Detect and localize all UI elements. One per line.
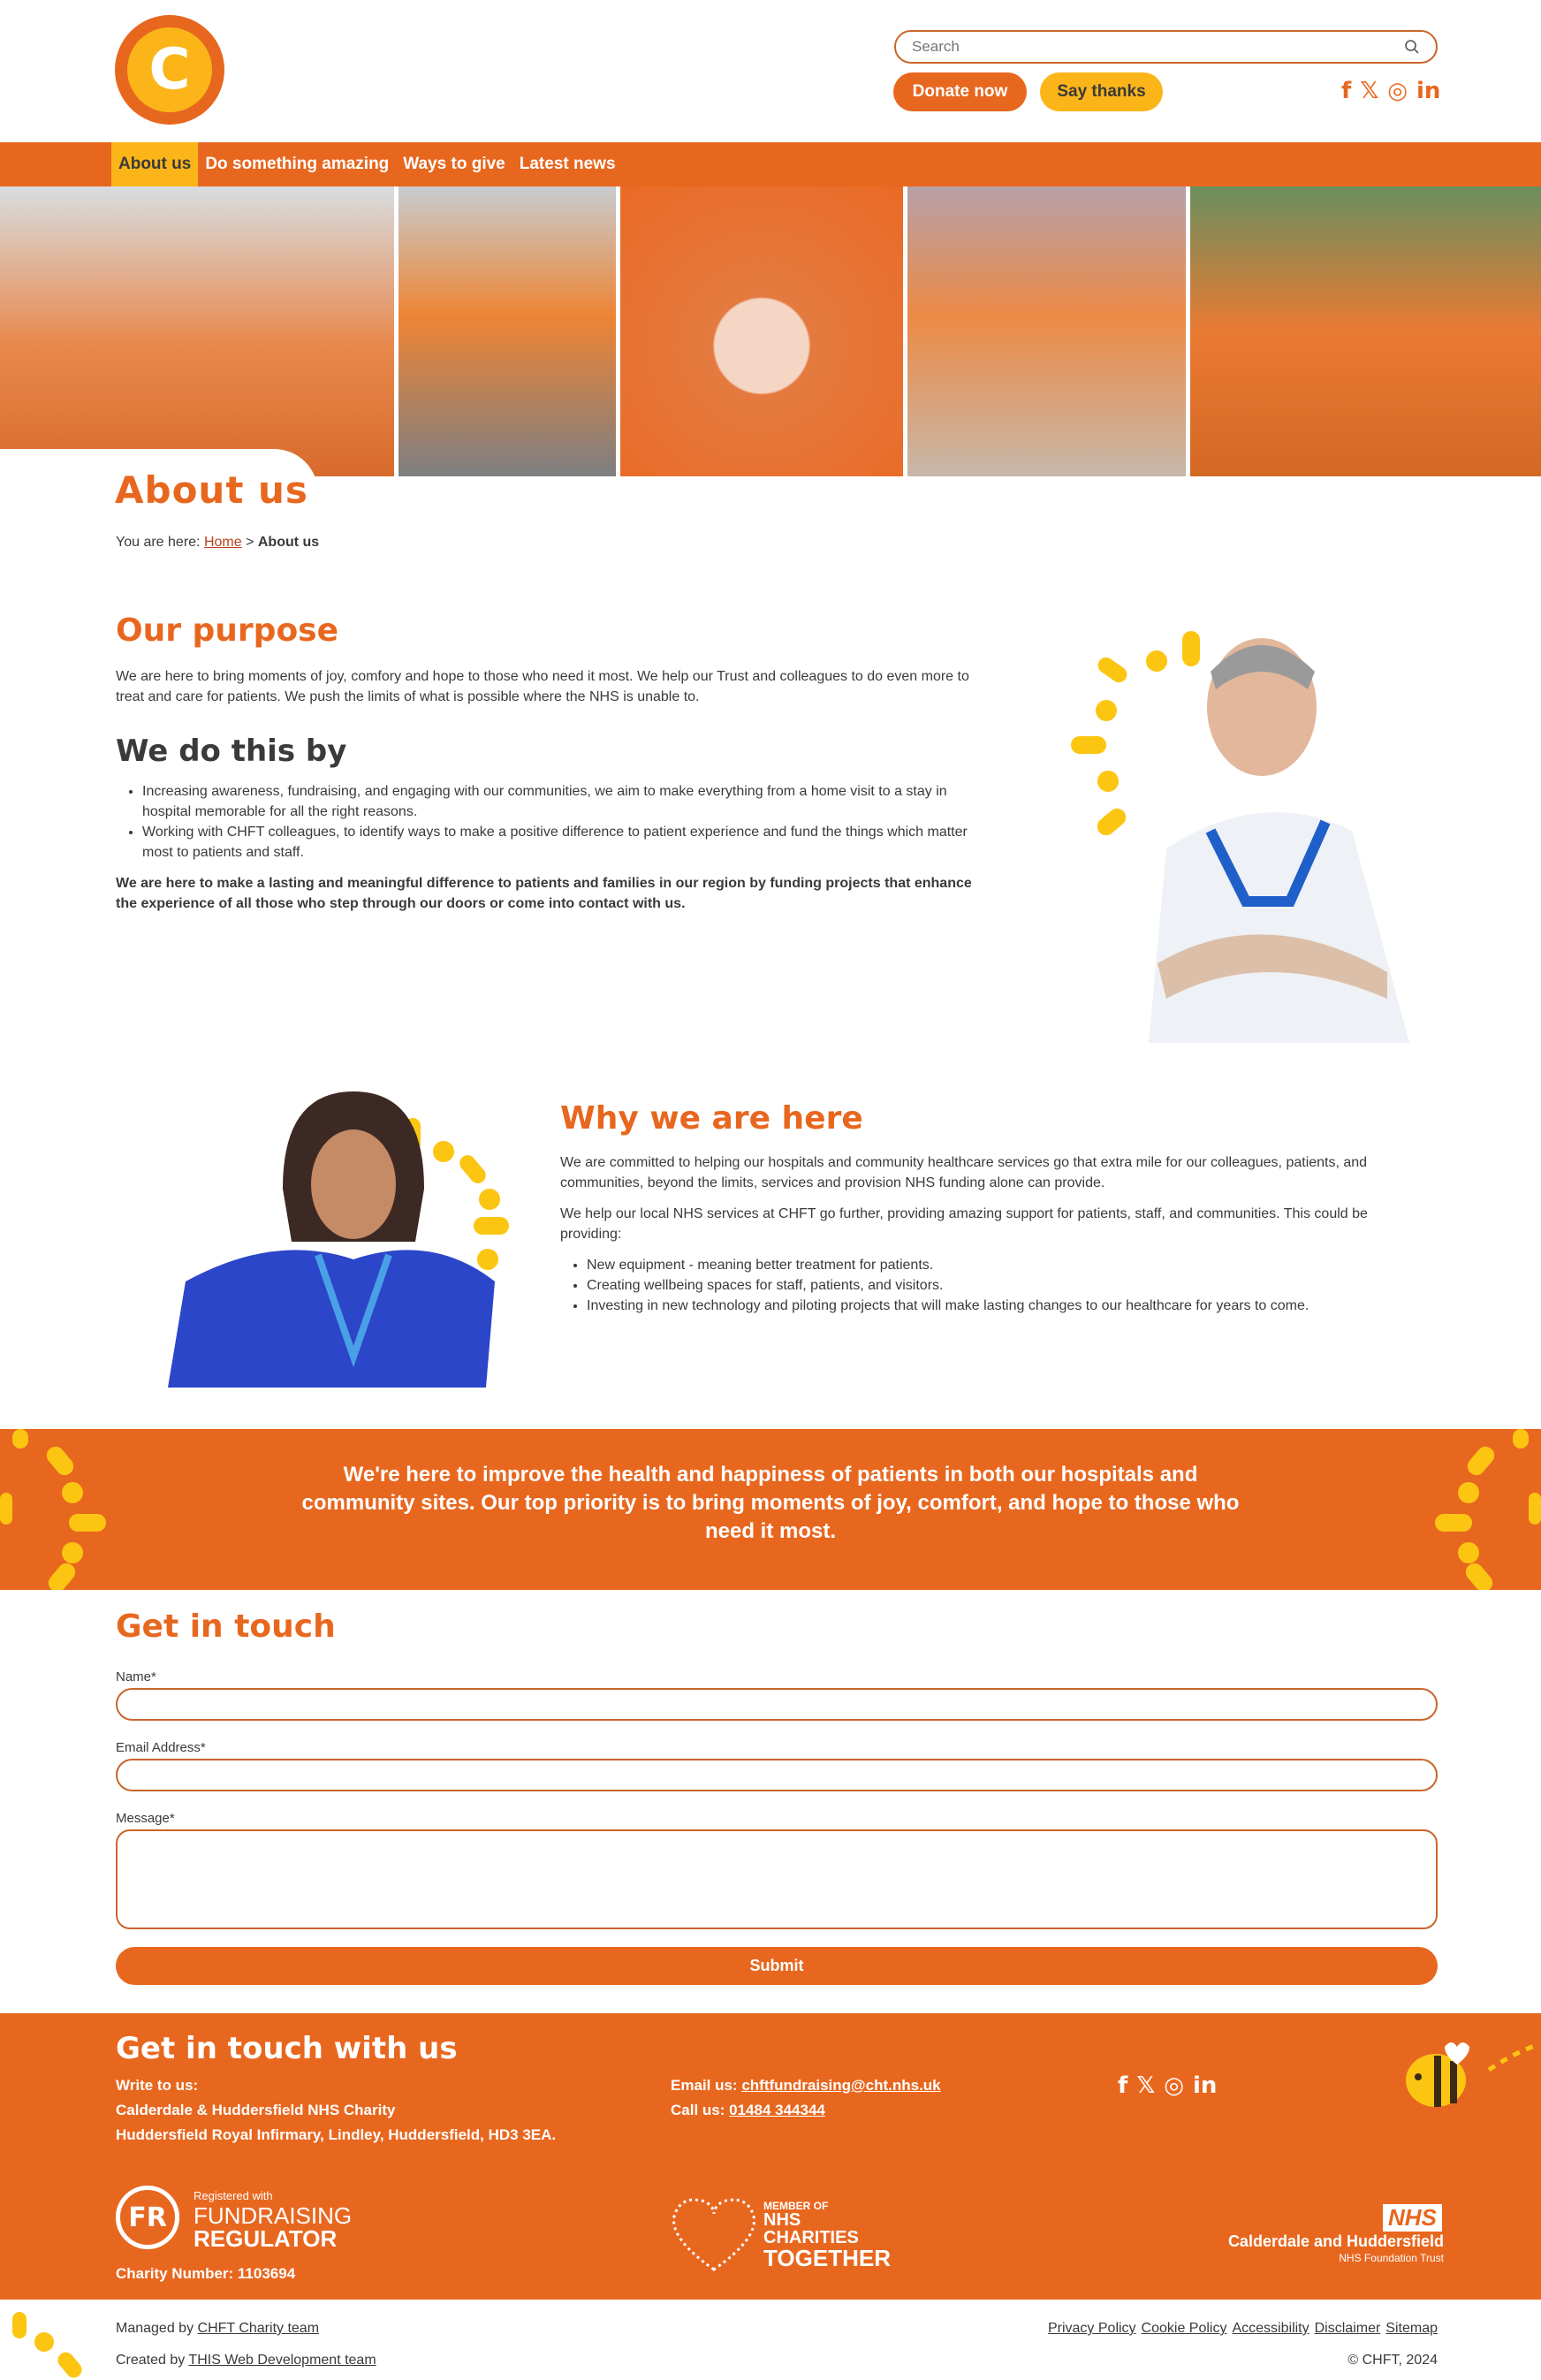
member-big-text-2: TOGETHER (763, 2245, 891, 2271)
header-social-links (1341, 79, 1440, 103)
disclaimer-link[interactable]: Disclaimer (1314, 2321, 1381, 2336)
search-icon[interactable] (1404, 39, 1420, 55)
nhs-logo-badge: NHS (1383, 2204, 1442, 2232)
name-field[interactable] (116, 1688, 1438, 1721)
facebook-icon[interactable]: f (1341, 78, 1352, 104)
footer-social-links (1118, 2073, 1217, 2098)
purpose-heading: Our purpose (116, 612, 339, 649)
site-header (0, 0, 1541, 142)
member-small-text: MEMBER OF (763, 2200, 829, 2212)
purpose-list (116, 781, 982, 863)
list-item: • Increasing awareness, fundraising, and engaging with our communities, we aim to make everything from a home visit to a stay in hospital memorable for all the right reasons. (142, 781, 982, 822)
breadcrumb-home-link[interactable]: Home (203, 535, 242, 550)
nav-do-something-amazing[interactable]: Do something amazing (205, 155, 390, 173)
list-item: • Investing in new technology and piloting projects that will make lasting changes to our healthcare for years to come. (587, 1296, 1413, 1316)
cookie-policy-link[interactable]: Cookie Policy (1141, 2321, 1227, 2336)
say-thanks-button[interactable]: Say thanks (1040, 72, 1163, 111)
member-big-text-1: CHARITIES (763, 2228, 859, 2247)
breadcrumb-current: About us (257, 535, 320, 550)
footer-address (116, 2073, 556, 2148)
decorative-sun-bottom (0, 2307, 97, 2380)
list-item: • Creating wellbeing spaces for staff, patients, and visitors. (587, 1275, 1413, 1296)
list-item: • New equipment - meaning better treatment for patients. (587, 1255, 1413, 1275)
why-paragraph-1: We are committed to helping our hospitals and community healthcare services go that extra mile for our colleagues, patients, and communities, beyond the limits, services and provision NHS funding alone can provide. (560, 1155, 1368, 1190)
privacy-policy-link[interactable]: Privacy Policy (1047, 2321, 1136, 2336)
why-paragraph-2: We help our local NHS services at CHFT go further, providing amazing support for patients, staff, and communities. This could be providing: (560, 1206, 1368, 1242)
purpose-text: We are here to bring moments of joy, comfory and hope to those who need it most. We help our Trust and colleagues to do even more to treat and care for patients. We push the limits of what is possible where the NHS is unable to. (116, 669, 969, 704)
call-label: Call us: (671, 2102, 725, 2118)
footer-contact (671, 2073, 941, 2123)
we-do-this-heading: We do this by (116, 734, 347, 769)
legal-links (1048, 2321, 1438, 2337)
submit-button[interactable]: Submit (116, 1947, 1438, 1985)
managed-prefix: Managed by (116, 2321, 194, 2336)
purpose-section (116, 612, 982, 914)
bottom-bar (0, 2300, 1541, 2380)
hero-photo-strip (0, 186, 1541, 476)
nav-ways-to-give[interactable]: Ways to give (403, 155, 505, 173)
why-list (560, 1255, 1413, 1316)
fr-small-text: Registered with (194, 2189, 273, 2202)
mission-quote-band (0, 1429, 1541, 1590)
list-item: • Working with CHFT colleagues, to identify ways to make a positive difference to patient experience and fund the things which matter most to patients and staff. (142, 822, 982, 863)
email-link[interactable]: chftfundraising@cht.nhs.uk (741, 2077, 941, 2094)
phone-link[interactable]: 01484 344344 (729, 2102, 825, 2118)
linkedin-icon[interactable]: in (1416, 78, 1441, 104)
staff-portrait-man (1069, 610, 1423, 1043)
nhs-trust-name: Calderdale and Huddersfield (1227, 2232, 1444, 2250)
fr-big-text-1: FUNDRAISING (194, 2202, 353, 2229)
created-by-link[interactable]: THIS Web Development team (188, 2353, 376, 2368)
form-heading: Get in touch (116, 1608, 336, 1645)
search-bar[interactable] (894, 30, 1438, 64)
contact-form (116, 1608, 1438, 1985)
breadcrumb-separator: > (246, 535, 254, 550)
nhs-charities-heart-icon (670, 2194, 758, 2274)
email-label: Email Address* (116, 1740, 206, 1755)
decorative-sun-left (0, 1429, 115, 1590)
linkedin-icon[interactable]: in (1192, 2072, 1218, 2099)
member-nhs-text: NHS (763, 2210, 801, 2230)
managed-by (116, 2321, 319, 2337)
accessibility-link[interactable]: Accessibility (1232, 2321, 1309, 2336)
email-label: Email us: (671, 2077, 738, 2094)
created-prefix: Created by (116, 2353, 186, 2368)
hero-photo-heart-frame (620, 186, 903, 476)
charity-number: Charity Number: 1103694 (116, 2265, 296, 2282)
write-label: Write to us: (116, 2077, 199, 2094)
hero-photo-runner (399, 186, 616, 476)
hero-photo-group (0, 186, 394, 476)
decorative-sun-rays (1071, 631, 1200, 839)
hero-photo-donation-box (907, 186, 1186, 476)
bee-mascot-icon (1392, 2034, 1541, 2114)
page-title: About us (115, 468, 308, 512)
why-heading: Why we are here (560, 1100, 863, 1137)
decorative-sun-right (1426, 1429, 1541, 1590)
nav-latest-news[interactable]: Latest news (519, 155, 616, 173)
facebook-icon[interactable]: f (1118, 2072, 1128, 2099)
address-line-2: Huddersfield Royal Infirmary, Lindley, Huddersfield, HD3 3EA. (116, 2126, 557, 2143)
main-nav (0, 142, 1541, 186)
address-line-1: Calderdale & Huddersfield NHS Charity (116, 2102, 396, 2118)
fundraising-regulator-text (194, 2190, 352, 2250)
mission-quote-text: We're here to improve the health and happiness of patients in both our hospitals and community sites. Our top priority is to bring moments of joy, comfort, and hope to those who need it most. (301, 1463, 1240, 1543)
footer-heading: Get in touch with us (116, 2031, 458, 2066)
message-label: Message* (116, 1811, 175, 1826)
breadcrumb-prefix: You are here: (116, 535, 201, 550)
hero-photo-puppets (1190, 186, 1541, 476)
x-icon[interactable]: 𝕏 (1360, 78, 1379, 104)
fundraising-regulator-badge: FR (116, 2186, 179, 2249)
donate-button[interactable]: Donate now (893, 72, 1027, 111)
sitemap-link[interactable]: Sitemap (1385, 2321, 1438, 2336)
charity-logo[interactable] (115, 15, 224, 125)
instagram-icon[interactable]: ◎ (1387, 78, 1408, 104)
logo-letter: C (127, 27, 212, 112)
managed-by-link[interactable]: CHFT Charity team (197, 2321, 320, 2336)
nav-about-us[interactable]: About us (111, 142, 198, 186)
copyright: © CHFT, 2024 (1347, 2353, 1438, 2368)
created-by (116, 2353, 376, 2369)
staff-portrait-nurse (168, 1091, 521, 1388)
site-footer (0, 2013, 1541, 2300)
email-field[interactable] (116, 1759, 1438, 1791)
name-label: Name* (116, 1669, 156, 1684)
purpose-closing: We are here to make a lasting and meaningful difference to patients and families in our region by funding projects that enhance the experience of all those who step through our doors or come into contact with us. (116, 876, 972, 911)
search-input[interactable] (912, 38, 1404, 56)
fr-big-text-2: REGULATOR (194, 2225, 338, 2252)
breadcrumb (116, 535, 319, 551)
why-section (560, 1100, 1413, 1316)
nhs-trust-subtitle: NHS Foundation Trust (1339, 2252, 1444, 2264)
nhs-charities-text (763, 2201, 891, 2270)
x-icon[interactable]: 𝕏 (1136, 2072, 1156, 2099)
message-field[interactable] (116, 1829, 1438, 1929)
instagram-icon[interactable]: ◎ (1164, 2072, 1184, 2099)
